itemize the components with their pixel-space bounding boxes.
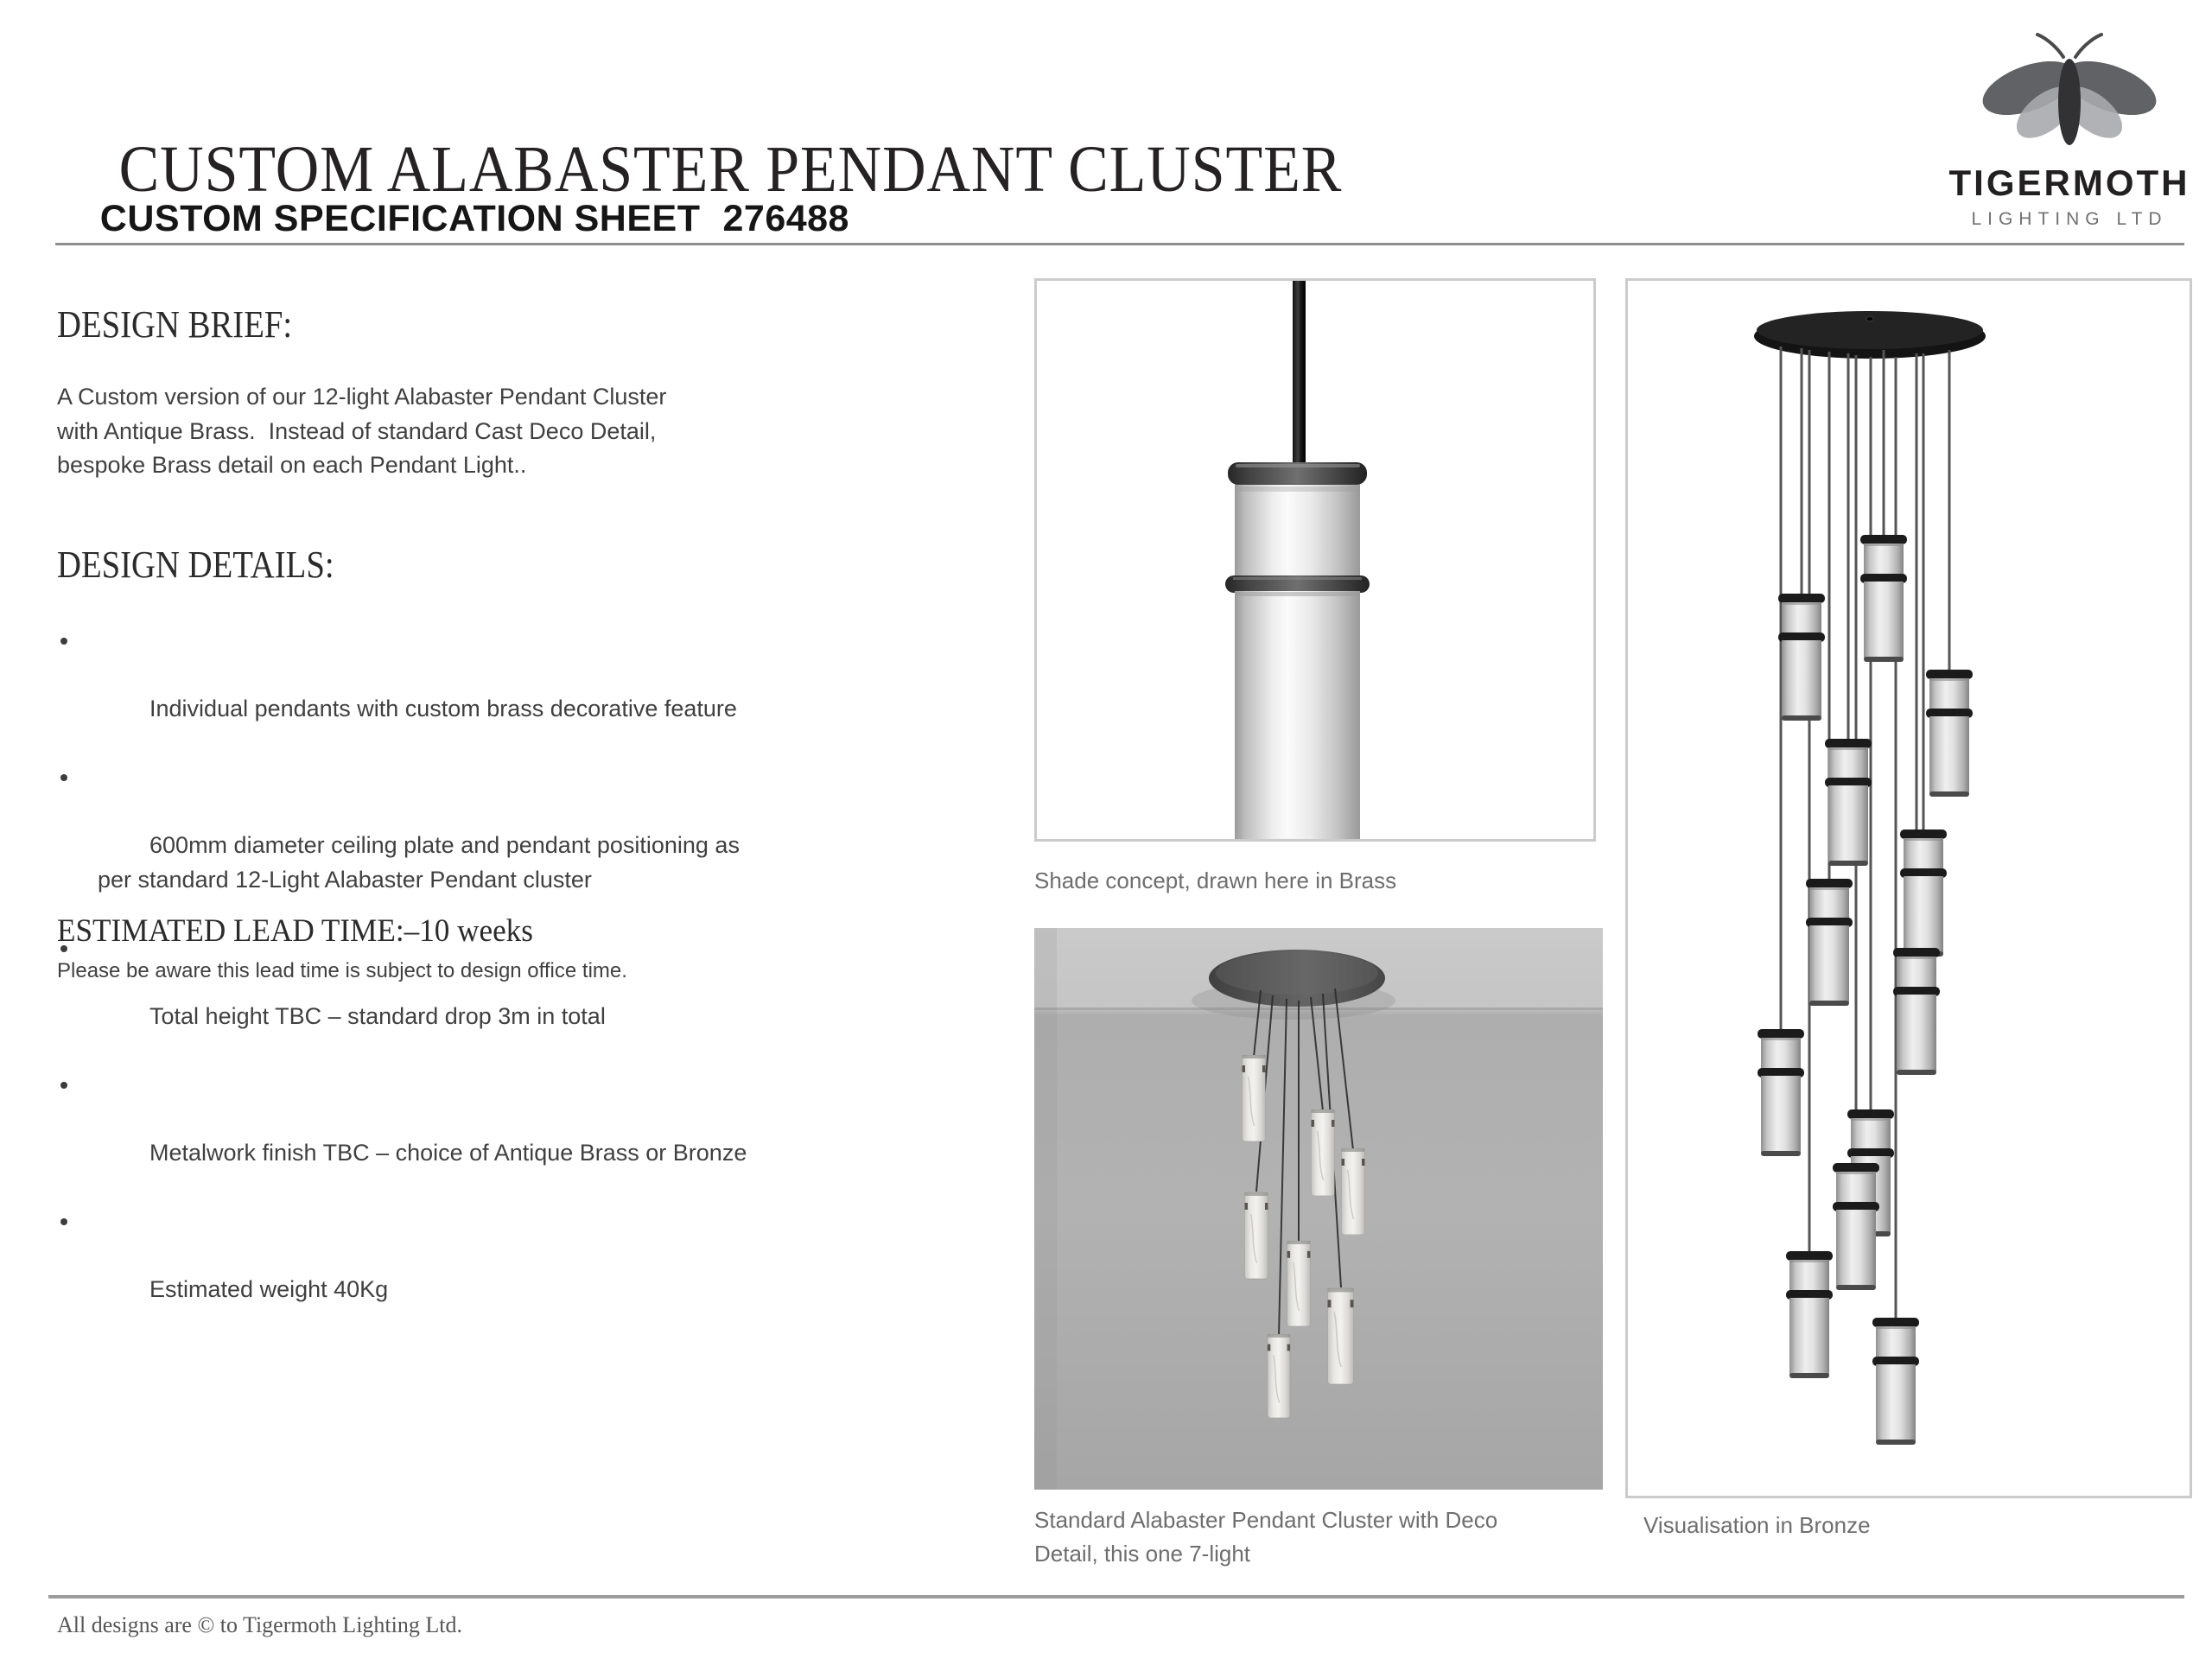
pendant-rod bbox=[1293, 281, 1306, 467]
viz-pendants bbox=[1758, 535, 1973, 1445]
spec-sheet-label: CUSTOM SPECIFICATION SHEET bbox=[99, 198, 701, 239]
figure-visualisation bbox=[1625, 278, 2192, 1498]
brass-detail-ring bbox=[1225, 575, 1370, 593]
figure-standard-cluster bbox=[1034, 928, 1603, 1490]
spec-sheet-number: 276488 bbox=[722, 198, 849, 239]
lead-time-heading: ESTIMATED LEAD TIME:–10 weeks bbox=[57, 913, 533, 949]
visualisation-drawing bbox=[1628, 281, 2190, 1496]
viz-ceiling-plate bbox=[1754, 311, 1986, 359]
footer-rule bbox=[48, 1595, 2184, 1599]
design-detail-text: Total height TBC – standard drop 3m in total bbox=[149, 1002, 606, 1029]
lead-time-note: Please be aware this lead time is subject to design office time. bbox=[57, 959, 627, 982]
pendant-cap bbox=[1228, 462, 1367, 485]
design-detail-text: Estimated weight 40Kg bbox=[149, 1275, 389, 1302]
page-title-text: CUSTOM ALABASTER PENDANT CLUSTER bbox=[118, 133, 1343, 206]
design-brief-text: A Custom version of our 12-light Alabaster Pendant Cluster with Antique Brass. Instead of standard Cast Deco Detail, bespoke Brass detail on each Pendant Light.. bbox=[57, 384, 667, 478]
lower-shade-cylinder bbox=[1235, 591, 1360, 839]
design-detail-item bbox=[57, 1205, 990, 1341]
shade-concept-drawing bbox=[1037, 281, 1593, 839]
ceiling-plate bbox=[1209, 950, 1385, 1007]
upper-shade-cylinder bbox=[1235, 485, 1360, 578]
moth-icon bbox=[1980, 26, 2158, 161]
bullet-icon bbox=[60, 638, 67, 645]
header-rule bbox=[55, 243, 2184, 245]
visualisation-caption: Visualisation in Bronze bbox=[1643, 1512, 1871, 1538]
standard-cluster-caption: Standard Alabaster Pendant Cluster with Deco Detail, this one 7-light bbox=[1034, 1507, 1498, 1567]
design-detail-text: Metalwork finish TBC – choice of Antique Brass or Bronze bbox=[149, 1139, 747, 1166]
logo-subtitle-text: LIGHTING LTD bbox=[1971, 209, 2168, 229]
design-details-heading: DESIGN DETAILS: bbox=[57, 543, 334, 586]
bullet-icon bbox=[60, 774, 67, 781]
design-detail-item bbox=[57, 760, 990, 931]
spec-sheet-line bbox=[57, 156, 849, 283]
shade-concept-caption: Shade concept, drawn here in Brass bbox=[1034, 868, 1397, 893]
bullet-icon bbox=[60, 1218, 67, 1225]
standard-cluster-photo bbox=[1034, 928, 1603, 1490]
design-detail-text: Individual pendants with custom brass decorative feature bbox=[149, 696, 737, 721]
design-detail-text: 600mm diameter ceiling plate and pendant positioning as per standard 12-Light Alabaster Pendant cluster bbox=[98, 832, 740, 893]
footer-copyright: All designs are © to Tigermoth Lighting Ltd. bbox=[57, 1612, 462, 1637]
design-detail-item bbox=[57, 624, 990, 760]
bullet-icon bbox=[60, 1082, 67, 1089]
logo-brand-text: TIGERMOTH bbox=[1948, 162, 2190, 203]
figure-shade-concept bbox=[1034, 278, 1596, 842]
design-brief-heading: DESIGN BRIEF: bbox=[57, 303, 293, 346]
design-detail-item bbox=[57, 1068, 990, 1205]
tigermoth-logo bbox=[1948, 26, 2190, 229]
design-detail-item bbox=[57, 931, 990, 1068]
